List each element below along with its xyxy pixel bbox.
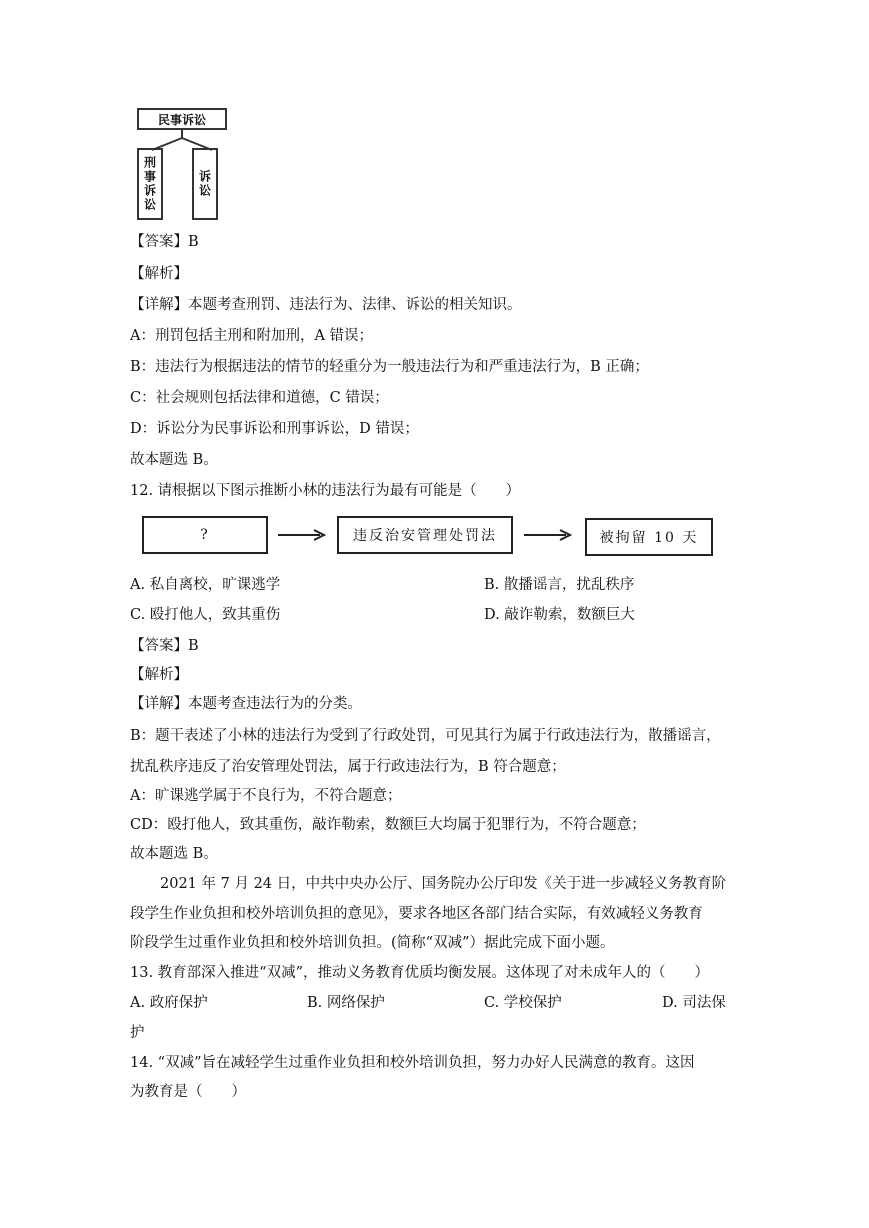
q11-line-d: D：诉讼分为民事诉讼和刑事诉讼，D 错误； — [130, 421, 419, 437]
diagram-box-criminal: 刑事诉讼 — [137, 148, 163, 220]
flow-box-violation: 违反治安管理处罚法 — [337, 516, 513, 554]
q12-option-b: B. 散播谣言，扰乱秩序 — [484, 577, 635, 593]
q12-stem: 12. 请根据以下图示推断小林的违法行为最有可能是（ ） — [130, 483, 521, 499]
q12-line-b2: 扰乱秩序违反了治安管理处罚法，属于行政违法行为，B 符合题意； — [130, 759, 566, 775]
q14-stem-line-1: 14. “双减”旨在减轻学生过重作业负担和校外培训负担，努力办好人民满意的教育。这因 — [130, 1055, 695, 1071]
q13-option-d-wrap: 护 — [130, 1025, 145, 1041]
q11-line-b: B：违法行为根据违法的情节的轻重分为一般违法行为和严重违法行为，B 正确； — [130, 359, 649, 375]
q13-option-a: A. 政府保护 — [130, 995, 208, 1011]
q12-detail: 【详解】本题考查违法行为的分类。 — [130, 696, 362, 712]
flow-arrow-2 — [522, 528, 574, 542]
q11-answer: 【答案】B — [130, 234, 199, 250]
passage-line-1: 2021 年 7 月 24 日，中共中央办公厅、国务院办公厅印发《关于进一步减轻义务教育阶 — [160, 876, 727, 892]
diagram-box-litigation: 诉讼 — [192, 148, 218, 220]
flow-arrow-1 — [276, 528, 328, 542]
q11-conclusion: 故本题选 B。 — [130, 452, 218, 468]
flow-box-detained: 被拘留 10 天 — [585, 518, 713, 556]
diagram-box-civil: 民事诉讼 — [137, 108, 227, 130]
q12-option-c: C. 殴打他人，致其重伤 — [130, 607, 281, 623]
q12-line-a: A：旷课逃学属于不良行为，不符合题意； — [130, 788, 402, 804]
q12-option-d: D. 敲诈勒索，数额巨大 — [484, 607, 635, 623]
q12-analysis: 【解析】 — [130, 667, 188, 683]
q11-line-c: C：社会规则包括法律和道德，C 错误； — [130, 390, 389, 406]
q13-stem: 13. 教育部深入推进“双减”，推动义务教育优质均衡发展。这体现了对未成年人的（ ） — [130, 965, 709, 981]
q14-stem-line-2: 为教育是（ ） — [130, 1084, 246, 1100]
q13-option-b: B. 网络保护 — [307, 995, 385, 1011]
q13-option-d: D. 司法保 — [662, 995, 726, 1011]
q12-option-a: A. 私自离校，旷课逃学 — [130, 577, 281, 593]
q13-option-c: C. 学校保护 — [484, 995, 562, 1011]
q12-line-cd: CD：殴打他人，致其重伤，敲诈勒索，数额巨大均属于犯罪行为，不符合题意； — [130, 817, 646, 833]
passage-line-2: 段学生作业负担和校外培训负担的意见》，要求各地区各部门结合实际，有效减轻义务教育 — [130, 906, 703, 922]
q12-line-b1: B：题干表述了小林的违法行为受到了行政处罚，可见其行为属于行政违法行为，散播谣言， — [130, 728, 721, 744]
passage-line-3: 阶段学生过重作业负担和校外培训负担。(简称“双减”）据此完成下面小题。 — [130, 935, 615, 951]
q12-answer: 【答案】B — [130, 638, 199, 654]
flow-box-unknown: ? — [142, 516, 268, 554]
q11-analysis: 【解析】 — [130, 266, 188, 282]
q12-conclusion: 故本题选 B。 — [130, 846, 218, 862]
q11-line-a: A：刑罚包括主刑和附加刑，A 错误； — [130, 328, 374, 344]
q11-detail: 【详解】本题考查刑罚、违法行为、法律、诉讼的相关知识。 — [130, 297, 522, 313]
